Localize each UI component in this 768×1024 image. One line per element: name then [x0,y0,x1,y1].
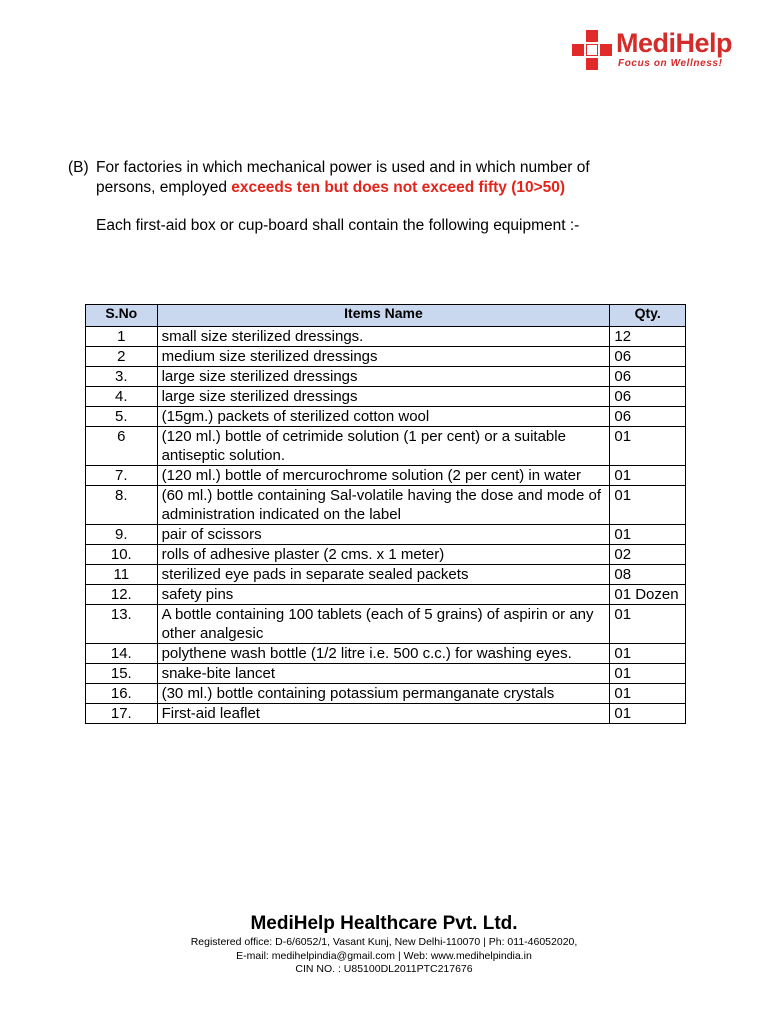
cin-number: CIN NO. : U85100DL2011PTC217676 [295,963,473,975]
row-sno: 3. [86,367,158,387]
table-row [86,525,686,545]
table-row [86,605,686,644]
row-item-name: A bottle containing 100 tablets (each of 5 grains) of aspirin or any other analgesic [157,605,610,644]
intro-text-2: persons, employed [96,179,232,196]
brand-name: MediHelp [616,28,733,58]
row-item-name: sterilized eye pads in separate sealed packets [157,565,610,585]
row-qty: 01 [610,684,686,704]
row-sno: 13. [86,605,158,644]
intro-paragraph [68,158,688,236]
row-qty: 01 [610,605,686,644]
intro-line-2 [68,178,688,198]
intro-highlight: exceeds ten but does not exceed fifty (10>50) [231,179,566,196]
header-items-name: Items Name [157,305,610,327]
row-item-name: First-aid leaflet [157,704,610,724]
row-sno: 16. [86,684,158,704]
row-item-name: rolls of adhesive plaster (2 cms. x 1 meter) [157,545,610,565]
row-qty: 01 [610,664,686,684]
row-sno: 5. [86,407,158,427]
header-qty: Qty. [610,305,686,327]
table-row [86,347,686,367]
table-row [86,545,686,565]
row-item-name: safety pins [157,585,610,605]
intro-line-1 [68,158,688,178]
table-row [86,486,686,525]
row-sno: 9. [86,525,158,545]
row-qty: 01 [610,466,686,486]
row-sno: 2 [86,347,158,367]
row-sno: 10. [86,545,158,565]
header-sno: S.No [86,305,158,327]
table-row [86,585,686,605]
row-qty: 01 Dozen [610,585,686,605]
row-item-name: polythene wash bottle (1/2 litre i.e. 500 c.c.) for washing eyes. [157,644,610,664]
row-sno: 4. [86,387,158,407]
table-row [86,327,686,347]
table-row [86,407,686,427]
row-item-name: (120 ml.) bottle of mercurochrome solution (2 per cent) in water [157,466,610,486]
row-qty: 01 [610,704,686,724]
row-qty: 06 [610,387,686,407]
company-name: MediHelp Healthcare Pvt. Ltd. [250,913,518,934]
table-row [86,644,686,664]
intro-text-1: For factories in which mechanical power is used and in which number of [96,159,590,176]
brand-tagline: Focus on Wellness! [618,58,723,69]
row-sno: 17. [86,704,158,724]
brand-logo [572,28,752,74]
row-sno: 12. [86,585,158,605]
row-qty: 01 [610,486,686,525]
table-row [86,664,686,684]
row-qty: 06 [610,407,686,427]
table-row [86,565,686,585]
table-row [86,387,686,407]
row-qty: 06 [610,367,686,387]
section-label: (B) [68,159,89,176]
row-item-name: (15gm.) packets of sterilized cotton wool [157,407,610,427]
row-sno: 6 [86,427,158,466]
row-qty: 01 [610,525,686,545]
row-sno: 7. [86,466,158,486]
row-item-name: snake-bite lancet [157,664,610,684]
table-row [86,704,686,724]
registered-address: Registered office: D-6/6052/1, Vasant Kunj, New Delhi-110070 | Ph: 011-46052020, [190,936,578,948]
first-aid-items-table [85,304,686,724]
table-row [86,684,686,704]
row-qty: 12 [610,327,686,347]
row-qty: 01 [610,644,686,664]
row-qty: 01 [610,427,686,466]
row-sno: 1 [86,327,158,347]
row-qty: 08 [610,565,686,585]
table-row [86,466,686,486]
row-sno: 14. [86,644,158,664]
row-sno: 11 [86,565,158,585]
table-row [86,427,686,466]
row-item-name: pair of scissors [157,525,610,545]
row-item-name: small size sterilized dressings. [157,327,610,347]
footer [0,912,768,977]
contact-info: E-mail: medihelpindia@gmail.com | Web: www.medihelpindia.in [236,949,532,962]
row-item-name: (30 ml.) bottle containing potassium permanganate crystals [157,684,610,704]
table-header-row [86,305,686,327]
row-sno: 8. [86,486,158,525]
table-row [86,367,686,387]
row-qty: 02 [610,545,686,565]
row-item-name: medium size sterilized dressings [157,347,610,367]
intro-line-3: Each first-aid box or cup-board shall contain the following equipment :- [96,217,580,234]
row-qty: 06 [610,347,686,367]
row-item-name: large size sterilized dressings [157,367,610,387]
row-item-name: (120 ml.) bottle of cetrimide solution (1 per cent) or a suitable antiseptic solution. [157,427,610,466]
row-item-name: (60 ml.) bottle containing Sal-volatile having the dose and mode of administration indicated on the label [157,486,610,525]
medical-cross-icon [572,30,612,70]
row-sno: 15. [86,664,158,684]
row-item-name: large size sterilized dressings [157,387,610,407]
